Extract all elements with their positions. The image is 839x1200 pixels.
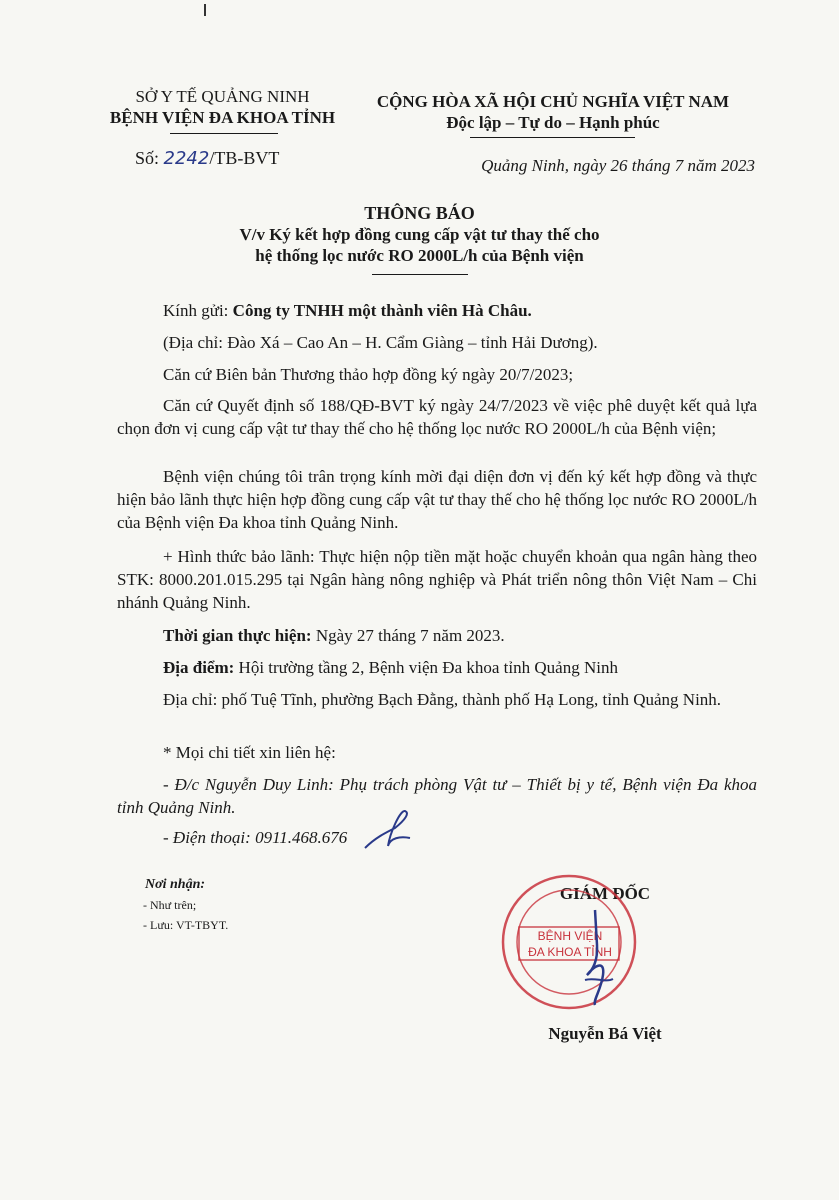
time-label: Thời gian thực hiện: [163, 626, 312, 645]
contact-phone: - Điện thoại: 0911.468.676 [163, 828, 348, 847]
doc-no-prefix: Số: [135, 148, 160, 168]
venue-address: Địa chỉ: phố Tuệ Tĩnh, phường Bạch Đằng, thành phố Hạ Long, tỉnh Quảng Ninh. [163, 690, 722, 709]
notice-subject-line2: hệ thống lọc nước RO 2000L/h của Bệnh viện [255, 246, 584, 265]
document-number [135, 148, 279, 169]
basis-decision: Căn cứ Quyết định số 188/QĐ-BVT ký ngày 24/7/2023 về việc phê duyệt kết quả lựa chọn đơn vị cung cấp vật tư thay thế cho hệ thống lọc nước RO 2000L/h của Bệnh viện; [117, 396, 757, 438]
stamp-text-line1: BỆNH VIỆN [537, 929, 603, 943]
recipient-item: - Lưu: VT-TBYT. [143, 918, 229, 932]
recipient-label: Kính gửi: [163, 301, 233, 320]
recipient-item: - Như trên; [143, 898, 197, 912]
hospital-name: BỆNH VIỆN ĐA KHOA TỈNH [109, 108, 336, 127]
contact-intro: * Mọi chi tiết xin liên hệ: [163, 743, 336, 762]
initial-mark-icon [360, 808, 420, 853]
recipient-line [117, 299, 757, 322]
signer-title: GIÁM ĐỐC [559, 884, 651, 903]
place-date: Quảng Ninh, ngày 26 tháng 7 năm 2023 [481, 156, 755, 175]
doc-no-suffix: /TB-BVT [209, 148, 280, 168]
recipients-label: Nơi nhận: [145, 877, 206, 892]
recipient-address: (Địa chỉ: Đào Xá – Cao An – H. Cẩm Giàng – tỉnh Hải Dương). [163, 333, 598, 352]
time-value: Ngày 27 tháng 7 năm 2023. [311, 626, 505, 645]
title-underline [372, 274, 468, 275]
venue [117, 656, 757, 679]
notice-subject-line1: V/v Ký kết hợp đồng cung cấp vật tư thay thế cho [239, 225, 600, 244]
venue-label: Địa điểm: [163, 658, 235, 677]
notice-title: THÔNG BÁO [364, 203, 475, 223]
signer-name: Nguyễn Bá Việt [548, 1024, 662, 1043]
header-left-underline [170, 133, 278, 134]
agency-name: SỞ Y TẾ QUẢNG NINH [135, 87, 310, 106]
basis-minutes: Căn cứ Biên bản Thương thảo hợp đồng ký ngày 20/7/2023; [163, 365, 574, 384]
execution-time [117, 624, 757, 647]
doc-no-handwritten: 2242 [163, 148, 210, 169]
recipient-name: Công ty TNHH một thành viên Hà Châu. [232, 301, 532, 320]
motto-underline [470, 137, 635, 138]
contact-person: - Đ/c Nguyễn Duy Linh: Phụ trách phòng Vật tư – Thiết bị y tế, Bệnh viện Đa khoa tỉnh Quảng Ninh. [117, 775, 757, 817]
stamp-text-line2: ĐA KHOA TỈNH [528, 945, 612, 959]
header-left [100, 86, 345, 128]
invitation-paragraph: Bệnh viện chúng tôi trân trọng kính mời đại diện đơn vị đến ký kết hợp đồng và thực hiện bảo lãnh thực hiện hợp đồng cung cấp vật tư thay thế cho hệ thống lọc nước RO 2000L/h của Bệnh viện Đa khoa tỉnh Quảng Ninh. [117, 467, 758, 532]
guarantee-paragraph: + Hình thức bảo lãnh: Thực hiện nộp tiền mặt hoặc chuyển khoản qua ngân hàng theo STK: 8000.201.015.295 tại Ngân hàng nông nghiệp và Phát triển nông thôn Việt Nam – Chi nhánh Quảng Ninh. [117, 547, 757, 612]
scan-mark [204, 4, 206, 16]
signature-icon [565, 905, 625, 1010]
motto: Độc lập – Tự do – Hạnh phúc [446, 113, 660, 132]
venue-value: Hội trường tầng 2, Bệnh viện Đa khoa tỉnh Quảng Ninh [234, 658, 618, 677]
country-name: CỘNG HÒA XÃ HỘI CHỦ NGHĨA VIỆT NAM [376, 92, 730, 111]
